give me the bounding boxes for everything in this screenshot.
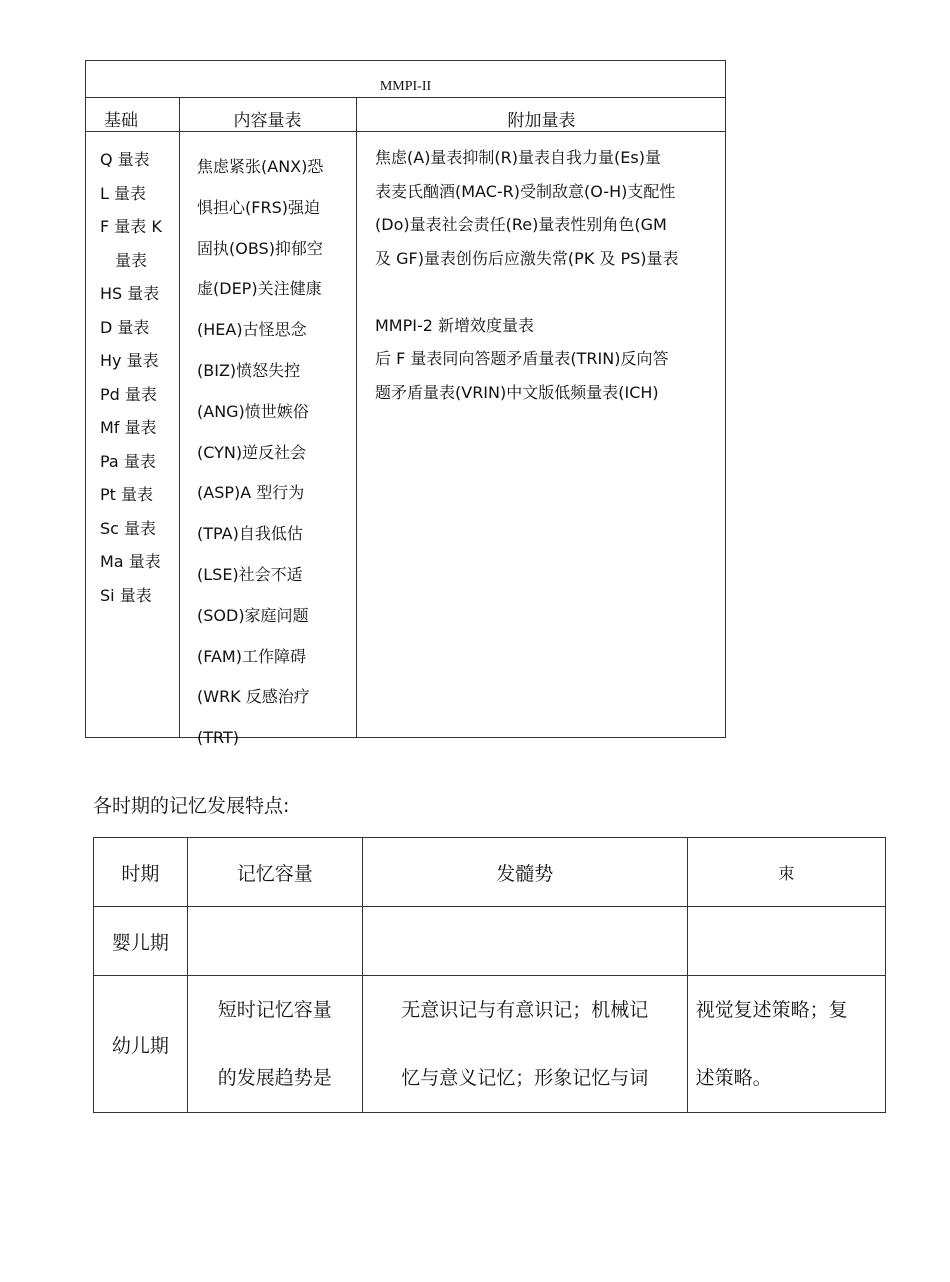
cell-line: 视觉复述策略；复 bbox=[695, 999, 848, 1021]
scale-line: Pa 量表 bbox=[100, 451, 156, 471]
mmpi-title-row bbox=[86, 61, 725, 98]
cell-line: 述策略。 bbox=[695, 1067, 772, 1089]
scale-line: L 量表 bbox=[100, 183, 147, 203]
additional-line: 后 F 量表同向答题矛盾量表(TRIN)反向答 bbox=[375, 349, 669, 368]
content-line: (WRK 反感治疗 bbox=[197, 687, 310, 707]
scale-line: Mf 量表 bbox=[100, 418, 157, 437]
header-basic: 基础 bbox=[104, 111, 138, 131]
capacity-cell bbox=[187, 976, 362, 1113]
content-line: (ASP)A 型行为 bbox=[197, 483, 305, 503]
additional-scales-cell bbox=[375, 141, 720, 409]
cell-line: 短时记忆容量 bbox=[217, 999, 332, 1021]
strategy-cell bbox=[687, 907, 885, 976]
memory-development-table bbox=[93, 837, 886, 1113]
content-line: 固执(OBS)抑郁空 bbox=[197, 238, 323, 258]
basic-scales-cell bbox=[100, 143, 170, 612]
header-period: 时期 bbox=[94, 838, 188, 907]
content-line: (FAM)工作障碍 bbox=[197, 646, 306, 666]
header-content-scales: 内容量表 bbox=[233, 111, 302, 131]
scale-line: F 量表 K bbox=[100, 217, 162, 236]
scale-line: HS 量表 bbox=[100, 284, 160, 303]
header-divider bbox=[86, 131, 725, 132]
content-line: (TPA)自我低估 bbox=[197, 524, 303, 544]
content-line: (CYN)逆反社会 bbox=[197, 442, 307, 462]
cell-line: 无意识记与有意识记；机械记 bbox=[401, 999, 649, 1021]
column-divider bbox=[356, 98, 357, 737]
content-line: (LSE)社会不适 bbox=[197, 564, 303, 584]
scale-line: 量表 bbox=[114, 250, 147, 270]
header-additional-scales: 附加量表 bbox=[507, 111, 576, 131]
mmpi-title: MMPI-II bbox=[379, 79, 432, 94]
additional-line: 焦虑(A)量表抑制(R)量表自我力量(Es)量 bbox=[375, 148, 661, 167]
table-header-row bbox=[94, 838, 886, 907]
header-trend: 发髓势 bbox=[362, 838, 687, 907]
section-heading: 各时期的记忆发展特点: bbox=[93, 795, 290, 817]
additional-line bbox=[375, 275, 720, 309]
additional-line: 表麦氏酗酒(MAC-R)受制敌意(O-H)支配性 bbox=[375, 181, 676, 201]
mmpi-table bbox=[85, 60, 726, 748]
cell-line: 忆与意义记忆；形象记忆与词 bbox=[401, 1067, 649, 1089]
strategy-cell bbox=[687, 976, 885, 1113]
content-line: (HEA)古怪思念 bbox=[197, 320, 307, 340]
content-line: (BIZ)愤怒失控 bbox=[197, 360, 301, 380]
scale-line: Pt 量表 bbox=[100, 485, 154, 504]
period-cell: 幼儿期 bbox=[94, 976, 188, 1113]
header-strategy: 朿 bbox=[687, 838, 885, 907]
scale-line: Pd 量表 bbox=[100, 384, 157, 404]
content-scales-cell bbox=[197, 147, 347, 759]
scale-line: Q 量表 bbox=[100, 150, 150, 169]
table-row bbox=[94, 976, 886, 1113]
additional-line: 及 GF)量表创伤后应激失常(PK 及 PS)量表 bbox=[375, 248, 679, 268]
content-line: 惧担心(FRS)强迫 bbox=[197, 197, 320, 217]
content-line: 虚(DEP)关注健康 bbox=[197, 279, 322, 299]
trend-cell bbox=[362, 907, 687, 976]
capacity-cell bbox=[187, 907, 362, 976]
scale-line: Ma 量表 bbox=[100, 552, 161, 571]
table-row bbox=[94, 907, 886, 976]
content-line: (SOD)家庭问题 bbox=[197, 605, 309, 625]
content-line: 焦虑紧张(ANX)恐 bbox=[197, 157, 324, 176]
period-cell: 婴儿期 bbox=[94, 907, 188, 976]
additional-line: 题矛盾量表(VRIN)中文版低频量表(ICH) bbox=[375, 382, 659, 402]
column-divider bbox=[179, 98, 180, 737]
content-line: (TRT) bbox=[197, 728, 239, 748]
scale-line: Si 量表 bbox=[100, 585, 152, 605]
trend-cell bbox=[362, 976, 687, 1113]
header-capacity: 记忆容量 bbox=[187, 838, 362, 907]
scale-line: D 量表 bbox=[100, 317, 150, 337]
content-line: (ANG)愤世嫉俗 bbox=[197, 401, 309, 421]
scale-line: Hy 量表 bbox=[100, 351, 159, 370]
cell-line: 的发展趋势是 bbox=[217, 1067, 332, 1089]
scale-line: Sc 量表 bbox=[100, 518, 157, 538]
additional-line: MMPI-2 新增效度量表 bbox=[375, 315, 535, 335]
additional-line: (Do)量表社会责任(Re)量表性别角色(GM bbox=[375, 215, 667, 234]
